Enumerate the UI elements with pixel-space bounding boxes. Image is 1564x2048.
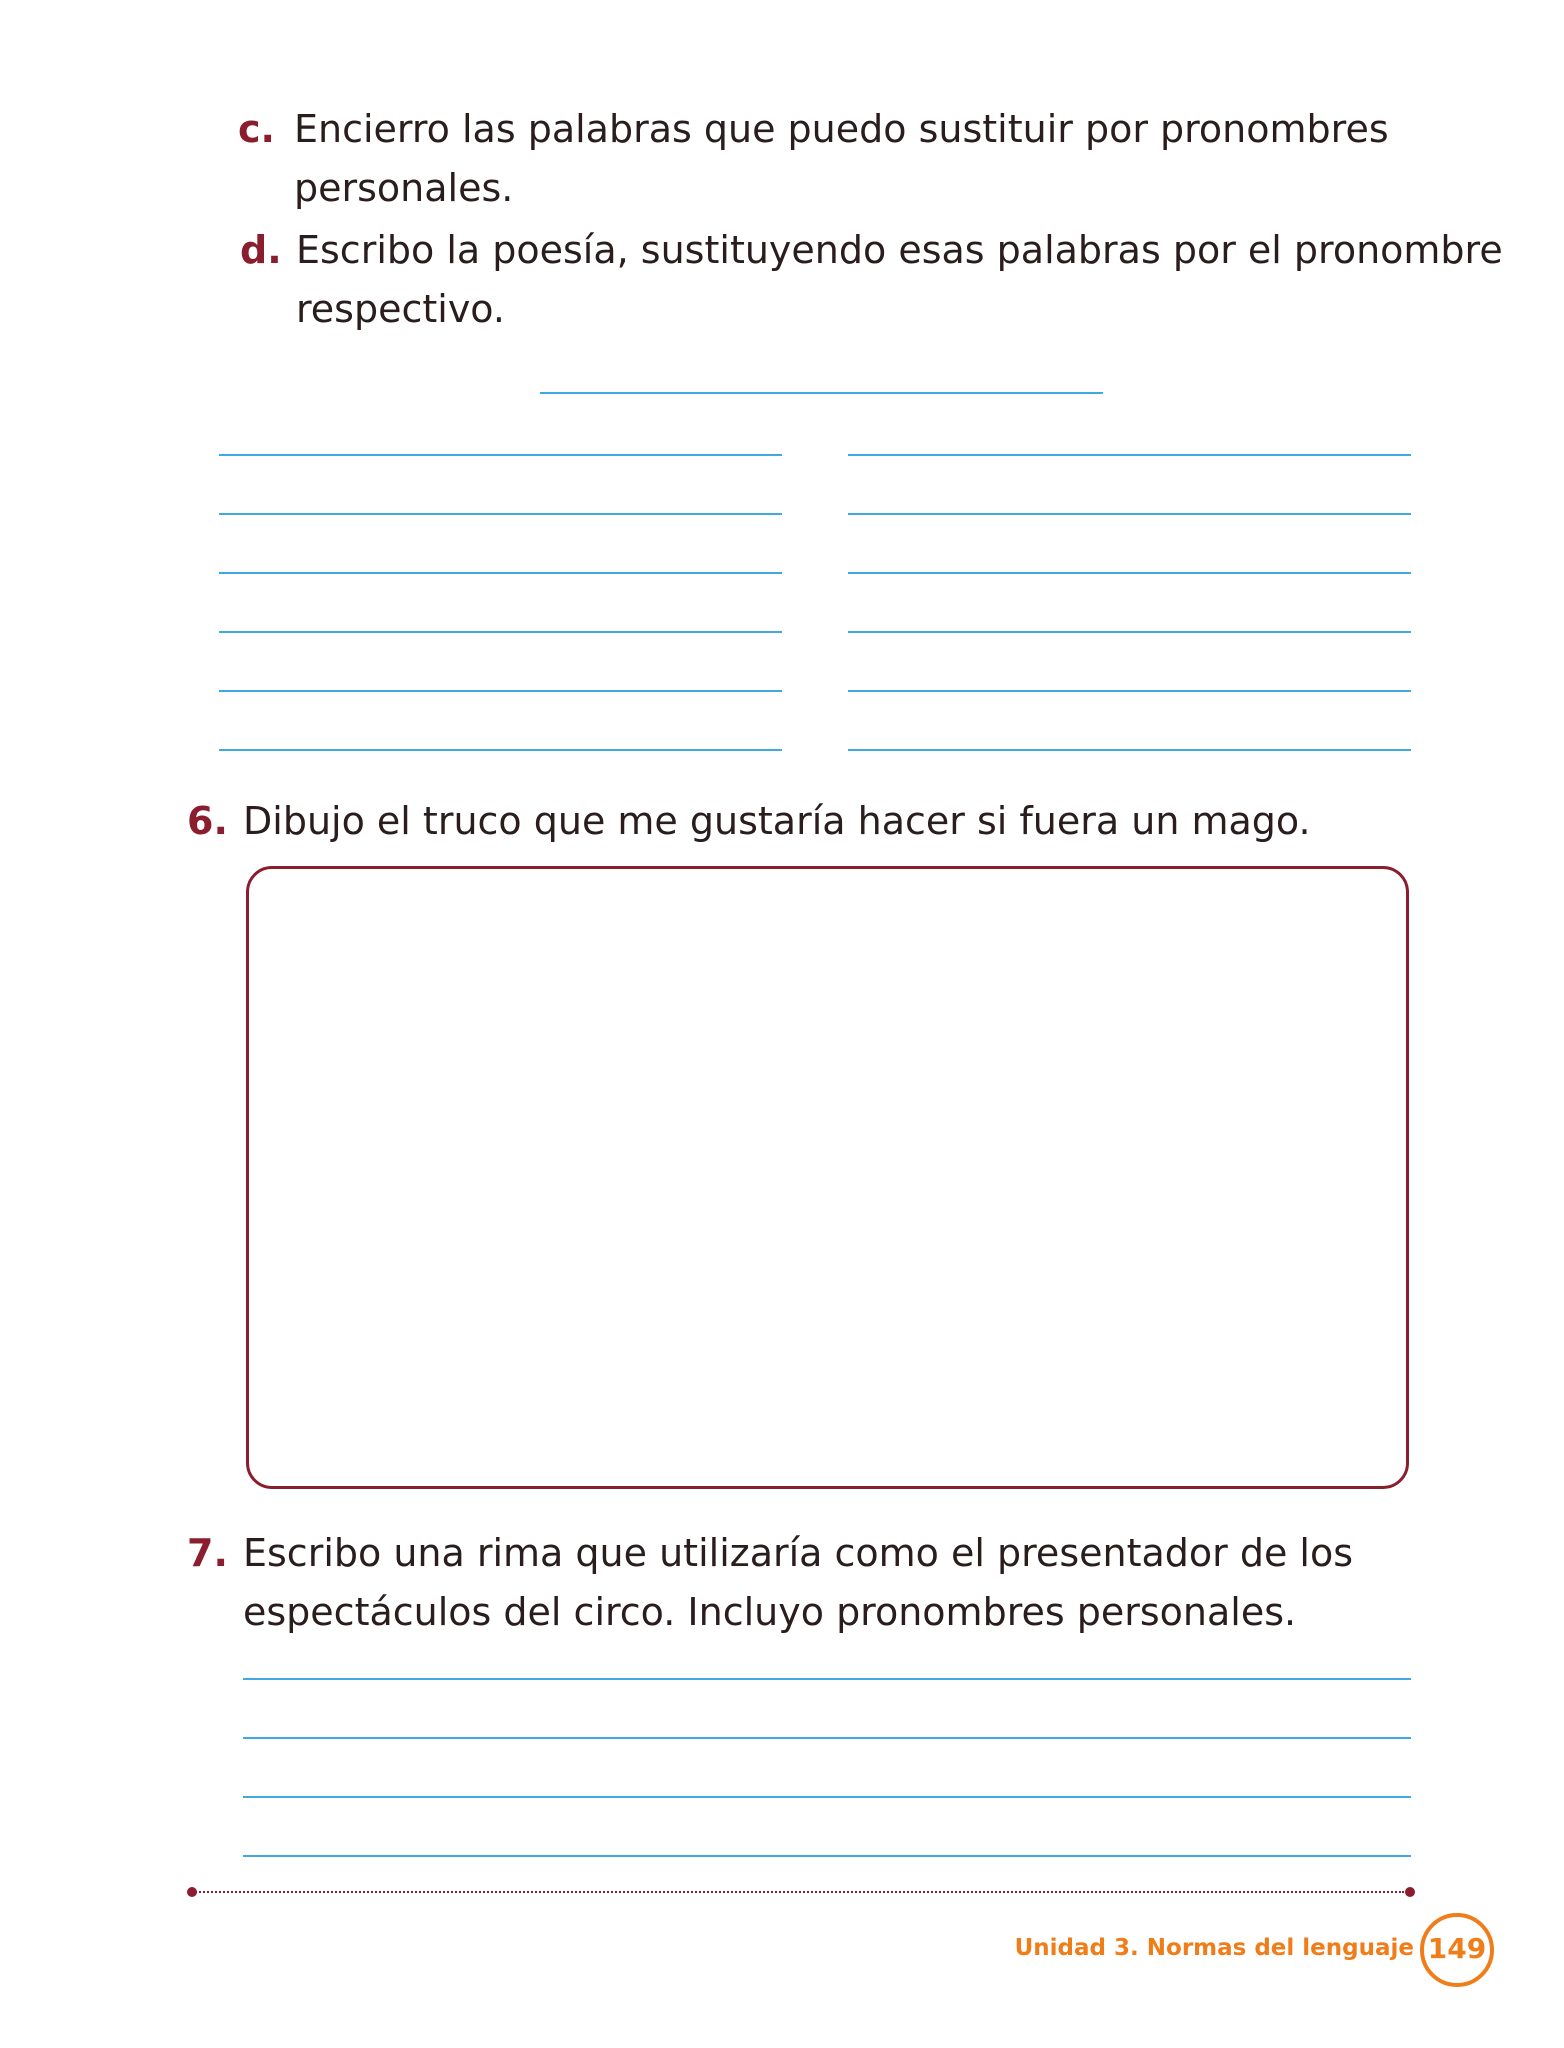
item-c-line-1: Encierro las palabras que puedo sustituir por pronombres (294, 107, 1389, 151)
poem-writing-line[interactable] (848, 454, 1411, 456)
rhyme-writing-line[interactable] (243, 1737, 1411, 1739)
item-d-line-1: Escribo la poesía, sustituyendo esas palabras por el pronombre (296, 228, 1503, 272)
item-7-line-2: espectáculos del circo. Incluyo pronombres personales. (243, 1590, 1297, 1634)
drawing-box[interactable] (246, 866, 1409, 1489)
poem-writing-line[interactable] (219, 749, 782, 751)
poem-writing-line[interactable] (219, 631, 782, 633)
rhyme-writing-line[interactable] (243, 1855, 1411, 1857)
item-marker-6: 6. (187, 799, 228, 843)
poem-writing-line[interactable] (848, 572, 1411, 574)
footer-dotted-rule (192, 1891, 1404, 1893)
poem-writing-line[interactable] (219, 454, 782, 456)
item-marker-7: 7. (187, 1531, 228, 1575)
item-c-line-2: personales. (294, 166, 514, 210)
item-marker-c: c. (238, 107, 275, 151)
footer-unit-label: Unidad 3. Normas del lenguaje (1014, 1935, 1414, 1961)
item-6-line-1: Dibujo el truco que me gustaría hacer si fuera un mago. (243, 799, 1311, 843)
item-marker-d: d. (240, 228, 282, 272)
footer-rule-dot-right (1405, 1887, 1415, 1897)
poem-writing-line[interactable] (848, 513, 1411, 515)
poem-writing-line[interactable] (219, 513, 782, 515)
poem-writing-line[interactable] (219, 690, 782, 692)
rhyme-writing-line[interactable] (243, 1678, 1411, 1680)
poem-title-writing-line[interactable] (540, 392, 1103, 394)
poem-writing-line[interactable] (848, 631, 1411, 633)
poem-writing-line[interactable] (848, 749, 1411, 751)
rhyme-writing-line[interactable] (243, 1796, 1411, 1798)
item-d-line-2: respectivo. (296, 287, 505, 331)
page-number: 149 (1420, 1913, 1494, 1987)
poem-writing-line[interactable] (219, 572, 782, 574)
item-7-line-1: Escribo una rima que utilizaría como el presentador de los (243, 1531, 1354, 1575)
poem-writing-line[interactable] (848, 690, 1411, 692)
